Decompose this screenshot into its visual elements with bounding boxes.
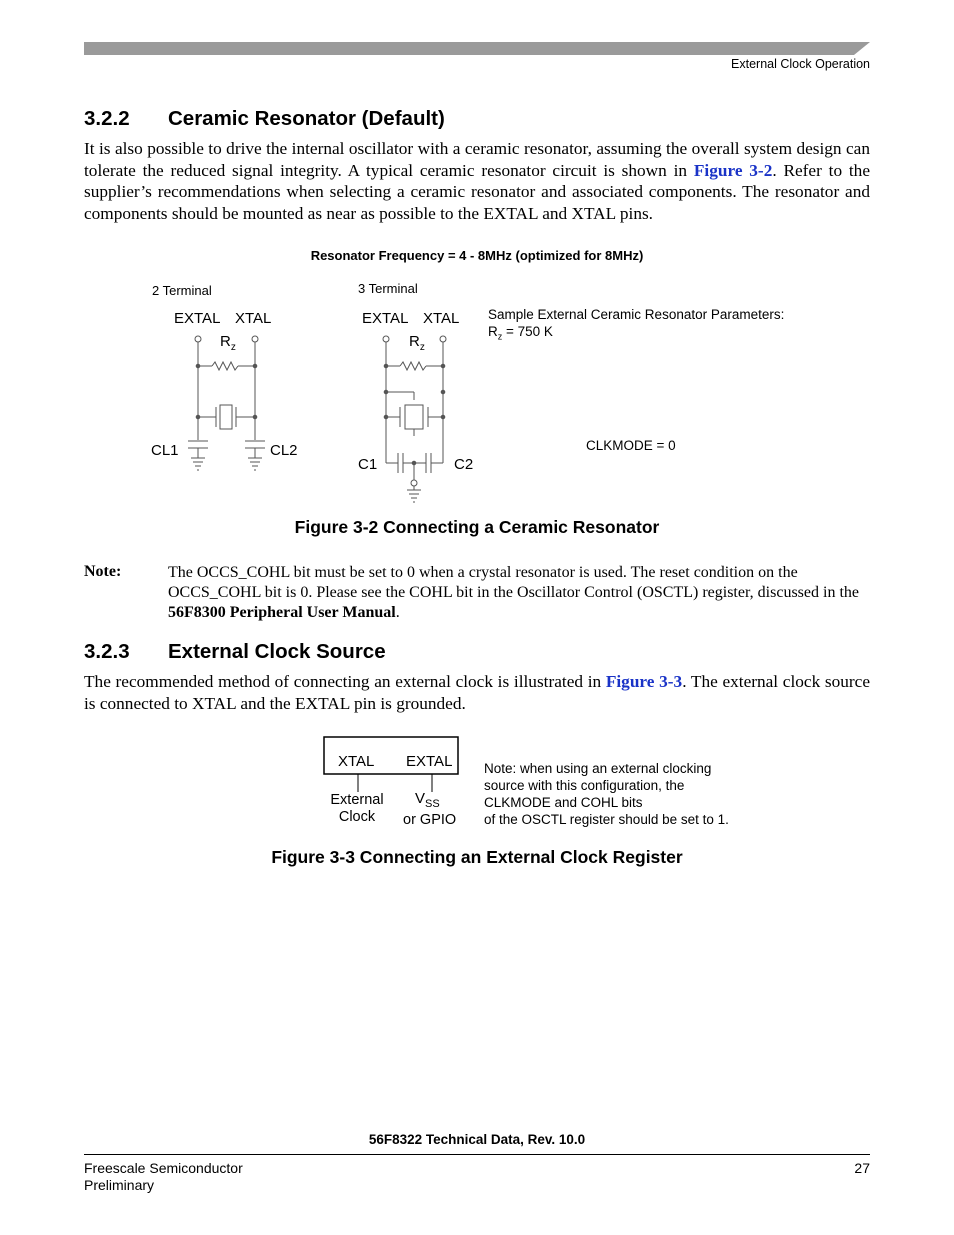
- figure-3-2-link[interactable]: Figure 3-2: [693, 160, 773, 180]
- figure-3-3-caption: Figure 3-3 Connecting an External Clock Register: [271, 847, 683, 867]
- xtal-pin-label: XTAL: [338, 753, 375, 770]
- rz-label-right: $R_z$: [409, 333, 425, 353]
- resonator-parameters-rz: $R_z = 750$ K: [488, 324, 553, 342]
- cl2-label: CL2: [270, 442, 298, 459]
- page-number: 27: [854, 1160, 870, 1176]
- resonator-parameters-title: Sample External Ceramic Resonator Parameters:: [488, 307, 785, 322]
- resonator-frequency-label: Resonator Frequency = 4 - 8MHz (optimized for 8MHz): [310, 248, 644, 263]
- figure-3-3-link[interactable]: Figure 3-3: [605, 672, 683, 691]
- footer-divider: [84, 1154, 870, 1155]
- section-number: 3.2.3: [84, 640, 130, 663]
- external-clock-note: Note: when using an external clocking source with this configuration, the CLKMODE and COHL bits of the OSCTL register should be set to 1.: [484, 761, 729, 827]
- note-label: Note:: [84, 563, 122, 580]
- body-paragraph: The recommended method of connecting an external clock is illustrated in Figure 3-3. The external clock source is connected to XTAL and the EXTAL pin is grounded.: [84, 672, 871, 713]
- rz-label-left: $R_z$: [220, 333, 236, 353]
- two-terminal-title: 2 Terminal: [152, 283, 212, 298]
- vss-label: $V_{SS}$: [415, 790, 440, 810]
- body-paragraph: It is also possible to drive the internal oscillator with a ceramic resonator, assuming the overall system design can tolerate the reduced signal integrity. A typical ceramic resonator circuit is shown in Figure 3-2. Refer to the supplier’s recommendations when selecting a ceramic resonator and associated components. The resonator and components should be mounted as near as possible to the EXTAL and XTAL pins.: [84, 139, 870, 223]
- extal-label-right: EXTAL: [362, 310, 409, 327]
- extal-pin-label: EXTAL: [406, 753, 453, 770]
- clkmode-label: CLKMODE = 0: [586, 438, 676, 453]
- xtal-label-left: XTAL: [235, 310, 272, 327]
- c1-label: C1: [358, 456, 378, 473]
- xtal-label-right: XTAL: [423, 310, 460, 327]
- cl1-label: CL1: [151, 442, 179, 459]
- or-gpio-label: or GPIO: [403, 812, 457, 828]
- footer-company: Freescale Semiconductor: [84, 1160, 243, 1176]
- footer-status: Preliminary: [84, 1177, 155, 1193]
- c2-label: C2: [454, 456, 474, 473]
- external-clock-label: External Clock: [330, 792, 384, 825]
- extal-label-left: EXTAL: [174, 310, 221, 327]
- note-body: The OCCS_COHL bit must be set to 0 when a crystal resonator is used. The reset condition on the OCCS_COHL bit is 0. Please see the COHL bit in the Oscillator Control (OSCTL) register, discussed in the 56F8300 Peripheral User Manual.: [168, 564, 859, 621]
- section-title: Ceramic Resonator (Default): [168, 107, 445, 130]
- section-title: External Clock Source: [168, 640, 386, 663]
- section-number: 3.2.2: [84, 107, 130, 130]
- figure-3-2-caption: Figure 3-2 Connecting a Ceramic Resonator: [294, 517, 660, 537]
- footer-doc-title: 56F8322 Technical Data, Rev. 10.0: [368, 1132, 586, 1147]
- three-terminal-title: 3 Terminal: [358, 281, 418, 296]
- running-header: External Clock Operation: [731, 57, 870, 71]
